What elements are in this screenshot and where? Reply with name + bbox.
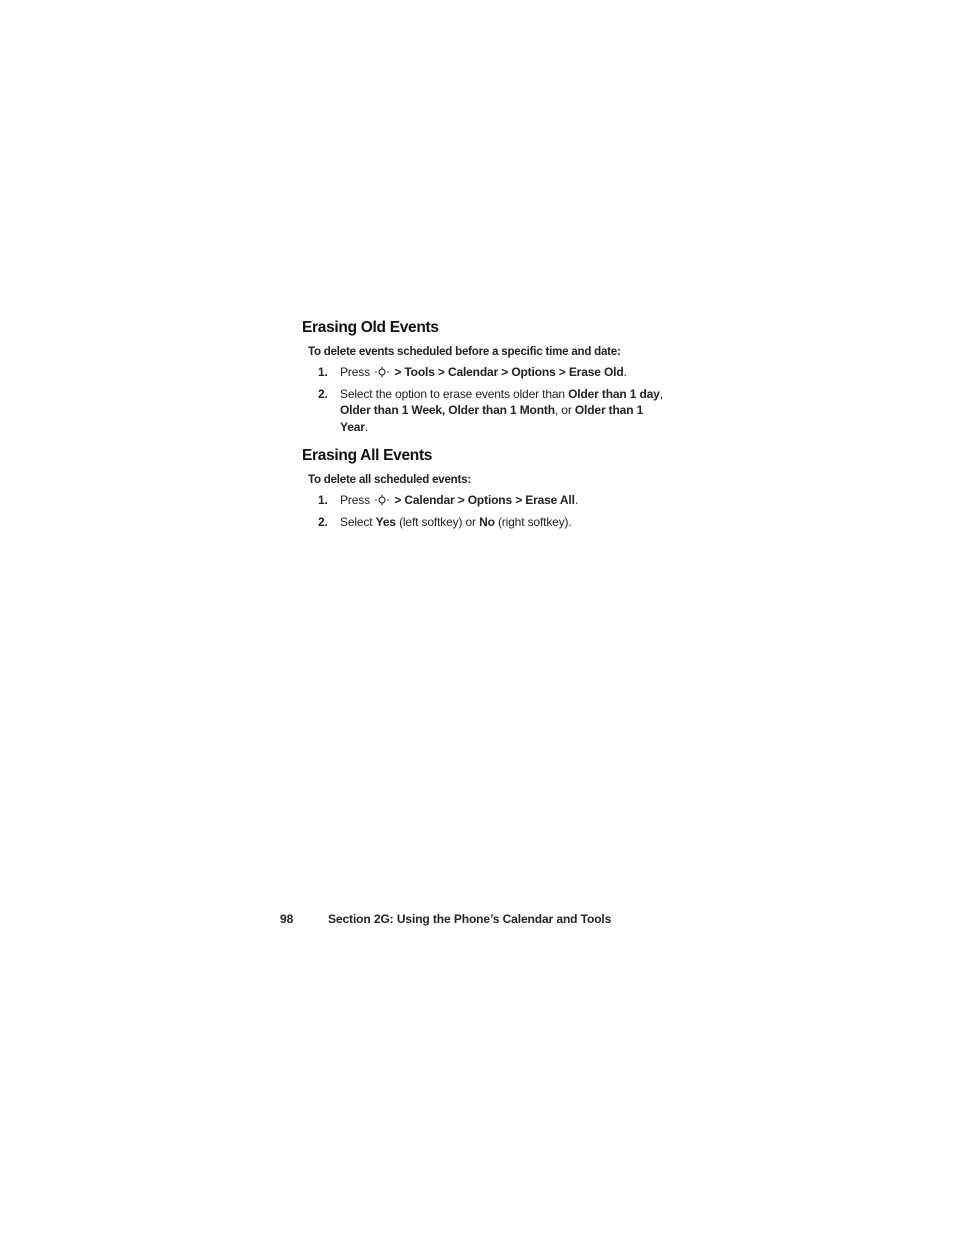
separator: , xyxy=(659,386,663,401)
step-text: Select xyxy=(340,514,376,529)
page-content xyxy=(302,318,672,535)
option-older-than-1-day: Older than 1 day xyxy=(568,386,660,401)
section-erasing-old-events xyxy=(302,318,672,435)
step-text: (left softkey) or xyxy=(395,514,480,529)
step-text-press: Press xyxy=(340,493,370,507)
step-number: 1. xyxy=(318,493,328,507)
list-item xyxy=(302,492,672,509)
steps-list xyxy=(302,492,672,530)
navigation-key-icon xyxy=(375,494,389,506)
menu-path: > Calendar > Options > Erase All xyxy=(394,493,575,507)
section-intro: To delete all scheduled events: xyxy=(308,474,471,486)
page-footer xyxy=(280,912,611,926)
page-number: 98 xyxy=(280,912,294,926)
step-text-press: Press xyxy=(340,365,370,379)
step-number: 2. xyxy=(318,386,328,401)
steps-list xyxy=(302,364,672,435)
step-end: . xyxy=(364,419,368,434)
step-number: 2. xyxy=(318,514,328,529)
footer-section-title: Section 2G: Using the Phone’s Calendar and Tools xyxy=(328,912,612,926)
navigation-key-icon xyxy=(375,366,389,378)
section-heading: Erasing Old Events xyxy=(302,319,439,336)
step-text: (right softkey). xyxy=(494,514,572,529)
section-heading: Erasing All Events xyxy=(302,447,433,464)
option-older-than-week-month: Older than 1 Week, Older than 1 Month xyxy=(340,403,555,417)
option-older-than-1-year: Older than 1 Year xyxy=(340,403,644,434)
menu-path: > Tools > Calendar > Options > Erase Old xyxy=(394,365,624,379)
section-intro: To delete events scheduled before a specific time and date: xyxy=(308,346,621,358)
list-item xyxy=(302,364,672,381)
step-number: 1. xyxy=(318,365,328,379)
list-item xyxy=(302,514,672,531)
section-erasing-all-events xyxy=(302,446,672,530)
step-end: . xyxy=(623,365,627,379)
step-end: . xyxy=(574,493,578,507)
step-text: Select the option to erase events older than xyxy=(340,386,569,401)
option-no: No xyxy=(479,514,495,529)
option-yes: Yes xyxy=(375,514,396,529)
list-item xyxy=(302,386,672,436)
separator: , or xyxy=(554,403,575,417)
